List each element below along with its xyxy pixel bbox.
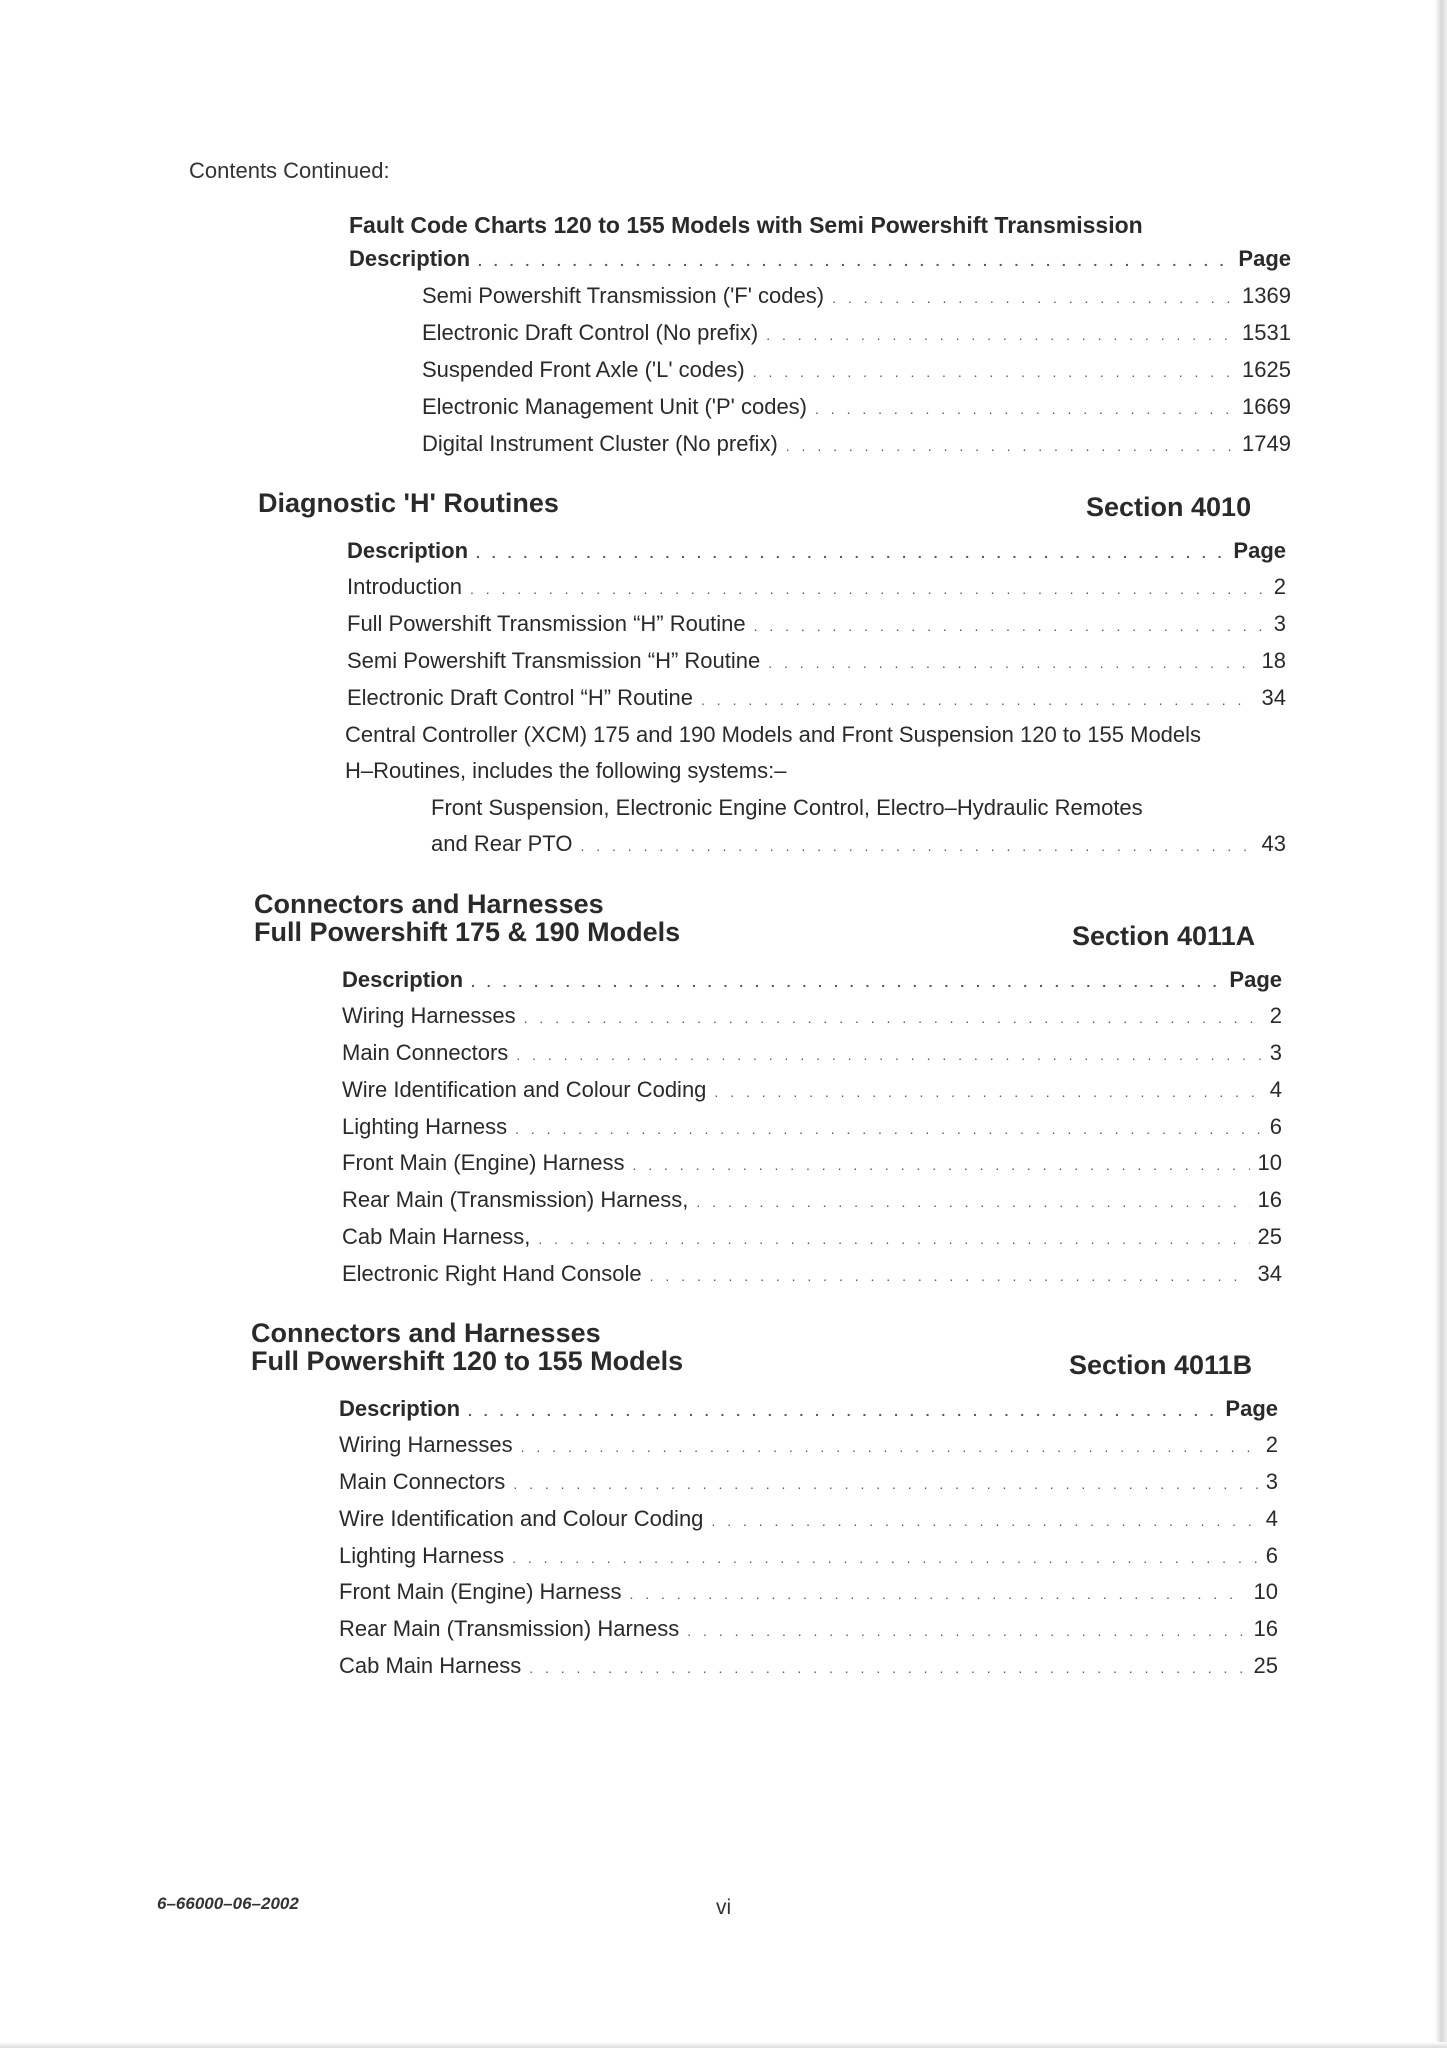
toc-entry-page: 2 — [1265, 1432, 1278, 1457]
toc-entry-label: Introduction — [347, 574, 462, 599]
leader-dots — [754, 611, 1266, 641]
toc-entry-page: 34 — [1261, 685, 1286, 710]
toc-entry[interactable] — [422, 392, 1291, 422]
leader-dots — [580, 831, 1253, 861]
leader-dots — [468, 1396, 1217, 1426]
h-routines-line: H–Routines, includes the following systems:– — [345, 758, 787, 783]
section-4010-number: Section 4010 — [1086, 492, 1252, 522]
toc-entry[interactable] — [339, 1430, 1278, 1460]
toc-entry[interactable] — [342, 1112, 1282, 1142]
toc-entry-label: Digital Instrument Cluster (No prefix) — [422, 431, 778, 456]
toc-entry[interactable] — [431, 829, 1286, 859]
systems-line: Front Suspension, Electronic Engine Control, Electro–Hydraulic Remotes — [431, 795, 1143, 820]
toc-entry[interactable] — [342, 1148, 1282, 1178]
toc-entry-page: 25 — [1253, 1653, 1278, 1678]
toc-entry[interactable] — [339, 1467, 1278, 1497]
description-header: Description — [339, 1396, 461, 1421]
toc-entry[interactable] — [347, 646, 1286, 676]
toc-entry-page: 1669 — [1242, 394, 1291, 419]
central-controller-line: Central Controller (XCM) 175 and 190 Models and Front Suspension 120 to 155 Models — [345, 722, 1202, 747]
scan-edge-shadow — [1435, 0, 1447, 2048]
toc-entry-page: 10 — [1253, 1579, 1278, 1604]
toc-entry-page: 10 — [1257, 1150, 1282, 1175]
section-4011b-header-row — [339, 1394, 1278, 1424]
document-code: 6–66000–06–2002 — [157, 1894, 299, 1913]
leader-dots — [471, 967, 1221, 997]
toc-entry[interactable] — [342, 1001, 1282, 1031]
toc-entry-label: Wire Identification and Colour Coding — [342, 1077, 707, 1102]
leader-dots — [701, 685, 1254, 715]
toc-entry-page: 4 — [1265, 1506, 1278, 1531]
leader-dots — [516, 1040, 1261, 1070]
toc-entry-label: Lighting Harness — [339, 1543, 505, 1568]
toc-entry-label: Full Powershift Transmission “H” Routine — [347, 611, 746, 636]
leader-dots — [529, 1653, 1245, 1683]
leader-dots — [632, 1150, 1249, 1180]
toc-entry-page: 16 — [1257, 1187, 1282, 1212]
page-header: Page — [1233, 538, 1286, 563]
section-4010-header-row — [347, 536, 1286, 566]
toc-entry-page: 1625 — [1242, 357, 1291, 382]
leader-dots — [786, 431, 1234, 461]
toc-entry-label: Front Main (Engine) Harness — [339, 1579, 622, 1604]
page-header: Page — [1225, 1396, 1278, 1421]
toc-entry[interactable] — [339, 1504, 1278, 1534]
toc-entry-page: 1531 — [1242, 320, 1291, 345]
toc-entry[interactable] — [342, 1259, 1282, 1289]
section-4010-title: Diagnostic 'H' Routines — [258, 488, 559, 518]
leader-dots — [470, 574, 1266, 604]
section-4011a-number: Section 4011A — [1072, 921, 1256, 951]
leader-dots — [768, 648, 1253, 678]
fault-code-charts-title: Fault Code Charts 120 to 155 Models with Semi Powershift Transmission — [349, 212, 1143, 238]
toc-entry-page: 1749 — [1242, 431, 1291, 456]
leader-dots — [521, 1432, 1258, 1462]
toc-entry[interactable] — [342, 1185, 1282, 1215]
toc-entry[interactable] — [347, 609, 1286, 639]
toc-entry-label: Wiring Harnesses — [339, 1432, 513, 1457]
section-4011b-title-line2: Full Powershift 120 to 155 Models — [251, 1346, 684, 1376]
toc-entry-label: Suspended Front Axle ('L' codes) — [422, 357, 745, 382]
description-header: Description — [349, 246, 471, 271]
toc-entry-page: 4 — [1269, 1077, 1282, 1102]
toc-entry-page: 18 — [1261, 648, 1286, 673]
leader-dots — [476, 538, 1225, 568]
toc-entry-page: 3 — [1265, 1469, 1278, 1494]
toc-entry[interactable] — [347, 572, 1286, 602]
toc-entry-label: Main Connectors — [342, 1040, 509, 1065]
leader-dots — [714, 1077, 1261, 1107]
toc-entry[interactable] — [347, 683, 1286, 713]
description-header: Description — [342, 967, 464, 992]
toc-entry-label: Lighting Harness — [342, 1114, 508, 1139]
toc-entry-page: 25 — [1257, 1224, 1282, 1249]
toc-entry-label: Electronic Draft Control (No prefix) — [422, 320, 759, 345]
toc-entry-label: Cab Main Harness — [339, 1653, 522, 1678]
leader-dots — [629, 1579, 1245, 1609]
page-number: vi — [716, 1896, 732, 1919]
leader-dots — [650, 1261, 1250, 1291]
leader-dots — [753, 357, 1234, 387]
toc-entry-label: Electronic Management Unit ('P' codes) — [422, 394, 808, 419]
toc-entry[interactable] — [342, 1038, 1282, 1068]
section-4011a-header-row — [342, 965, 1282, 995]
toc-entry[interactable] — [339, 1541, 1278, 1571]
scan-bottom-shadow — [0, 2042, 1447, 2048]
toc-entry[interactable] — [342, 1222, 1282, 1252]
leader-dots — [513, 1469, 1257, 1499]
toc-entry-page: 6 — [1269, 1114, 1282, 1139]
leader-dots — [524, 1003, 1262, 1033]
section-4011a-title-line2: Full Powershift 175 & 190 Models — [254, 917, 681, 947]
toc-entry[interactable] — [422, 355, 1291, 385]
page-header: Page — [1229, 967, 1282, 992]
leader-dots — [815, 394, 1234, 424]
toc-entry-page: 43 — [1261, 831, 1286, 856]
toc-entry-label: Rear Main (Transmission) Harness, — [342, 1187, 689, 1212]
toc-entry-page: 34 — [1257, 1261, 1282, 1286]
toc-entry-page: 6 — [1265, 1543, 1278, 1568]
toc-entry[interactable] — [422, 429, 1291, 459]
toc-entry-page: 2 — [1273, 574, 1286, 599]
toc-entry-page: 3 — [1269, 1040, 1282, 1065]
toc-entry-page: 16 — [1253, 1616, 1278, 1641]
description-header: Description — [347, 538, 469, 563]
toc-entry-label: Wire Identification and Colour Coding — [339, 1506, 704, 1531]
toc-entry-page: 3 — [1273, 611, 1286, 636]
toc-entry[interactable] — [422, 318, 1291, 348]
leader-dots — [766, 320, 1234, 350]
leader-dots — [515, 1114, 1262, 1144]
fault-codes-header-row — [349, 244, 1291, 274]
leader-dots — [711, 1506, 1257, 1536]
toc-entry-label: Main Connectors — [339, 1469, 506, 1494]
section-4011b-number: Section 4011B — [1069, 1350, 1253, 1380]
page-header: Page — [1238, 246, 1291, 271]
toc-entry-label: Cab Main Harness, — [342, 1224, 531, 1249]
leader-dots — [687, 1616, 1245, 1646]
toc-entry-page: 2 — [1269, 1003, 1282, 1028]
toc-entry-page: 1369 — [1242, 283, 1291, 308]
section-4011b-title-line1: Connectors and Harnesses — [251, 1318, 601, 1348]
leader-dots — [832, 283, 1234, 313]
toc-entry-label: Electronic Draft Control “H” Routine — [347, 685, 694, 710]
toc-entry-label: Semi Powershift Transmission ('F' codes) — [422, 283, 825, 308]
toc-entry-label: Front Main (Engine) Harness — [342, 1150, 625, 1175]
section-4011a-title-line1: Connectors and Harnesses — [254, 889, 604, 919]
toc-entry[interactable] — [339, 1651, 1278, 1681]
leader-dots — [512, 1543, 1258, 1573]
leader-dots — [538, 1224, 1249, 1254]
contents-continued-label: Contents Continued: — [189, 158, 390, 183]
toc-entry-label: Electronic Right Hand Console — [342, 1261, 642, 1286]
toc-entry-label: Rear Main (Transmission) Harness — [339, 1616, 680, 1641]
leader-dots — [478, 246, 1230, 276]
toc-entry[interactable] — [339, 1577, 1278, 1607]
toc-entry[interactable] — [342, 1075, 1282, 1105]
toc-entry-label: Wiring Harnesses — [342, 1003, 516, 1028]
toc-entry[interactable] — [422, 281, 1291, 311]
toc-entry-label: Semi Powershift Transmission “H” Routine — [347, 648, 761, 673]
leader-dots — [696, 1187, 1249, 1217]
toc-entry[interactable] — [339, 1614, 1278, 1644]
toc-entry-label: and Rear PTO — [431, 831, 573, 856]
